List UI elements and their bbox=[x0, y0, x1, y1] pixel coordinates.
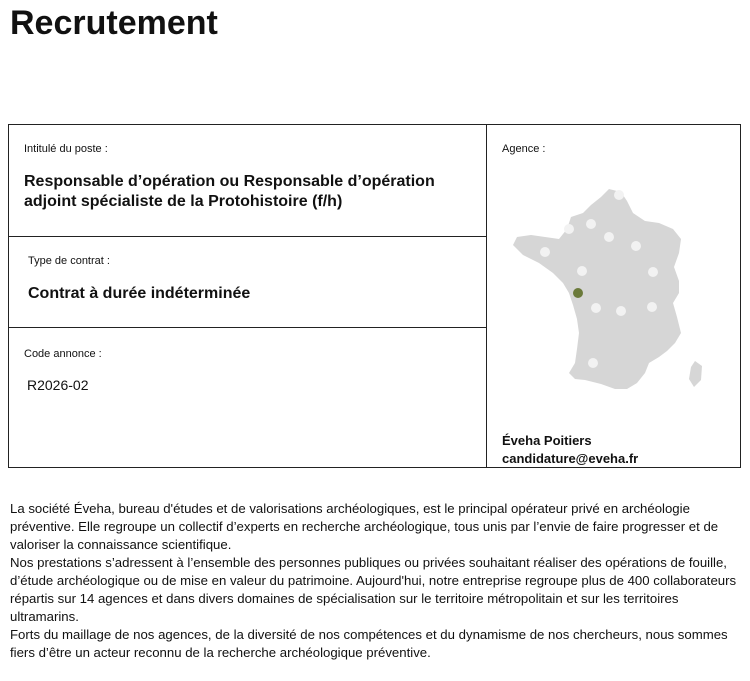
agency-dot bbox=[577, 266, 587, 276]
job-code-label: Code annonce : bbox=[24, 348, 102, 360]
agency-dot bbox=[631, 241, 641, 251]
contract-type-value: Contrat à durée indéterminée bbox=[28, 285, 251, 302]
agency-dot bbox=[614, 190, 624, 200]
france-map-icon bbox=[509, 183, 709, 393]
intro-paragraph: Nos prestations s’adressent à l’ensemble des personnes publiques ou privées souhaitant réaliser des opérations de fouille, d’étude archéologique ou de mise en valeur du patrimoine. Aujourd'hui, notre entreprise regroupe plus de 400 collaborateurs répartis sur 14 agences et dans divers domaines de spécialisation sur le territoire métropolitain et sur les territoires ultramarins. bbox=[10, 555, 737, 624]
agency-dot bbox=[647, 302, 657, 312]
job-title-value: Responsable d’opération ou Responsable d’opération adjoint spécialiste de la Protohistoire (f/h) bbox=[24, 173, 435, 210]
job-code-value: R2026-02 bbox=[27, 377, 89, 393]
job-title-cell bbox=[9, 125, 486, 237]
agency-name: Éveha Poitiers bbox=[502, 433, 592, 448]
agency-dot-active bbox=[573, 288, 583, 298]
france-map-shape bbox=[513, 189, 681, 389]
agency-label: Agence : bbox=[502, 143, 546, 155]
contract-type-cell bbox=[9, 237, 486, 328]
page-title: Recrutement bbox=[10, 4, 218, 42]
intro-paragraph: Forts du maillage de nos agences, de la diversité de nos compétences et du dynamisme de nos chercheurs, nous sommes fiers d’être un acteur reconnu de la recherche archéologique préventive. bbox=[10, 627, 728, 660]
agency-dot bbox=[586, 219, 596, 229]
agency-dot bbox=[604, 232, 614, 242]
agency-dot bbox=[564, 224, 574, 234]
corsica-shape bbox=[689, 361, 702, 387]
agency-dot bbox=[591, 303, 601, 313]
agency-dot bbox=[616, 306, 626, 316]
job-offer-card bbox=[8, 124, 741, 468]
job-code-cell bbox=[9, 328, 486, 467]
agency-email[interactable]: candidature@eveha.fr bbox=[502, 451, 639, 466]
job-details-column bbox=[9, 125, 487, 467]
agency-column bbox=[487, 125, 740, 467]
job-title-label: Intitulé du poste : bbox=[24, 143, 108, 155]
intro-paragraph: La société Éveha, bureau d'études et de valorisations archéologiques, est le principal opérateur privé en archéologie préventive. Elle regroupe un collectif d’experts en recherche archéologique, tous unis par l’envie de faire progresser et de valoriser la connaissance scientifique. bbox=[10, 501, 719, 552]
agency-dot bbox=[588, 358, 598, 368]
agency-dot bbox=[540, 247, 550, 257]
agency-dot bbox=[648, 267, 658, 277]
contract-type-label: Type de contrat : bbox=[28, 255, 110, 267]
company-intro bbox=[10, 500, 745, 662]
